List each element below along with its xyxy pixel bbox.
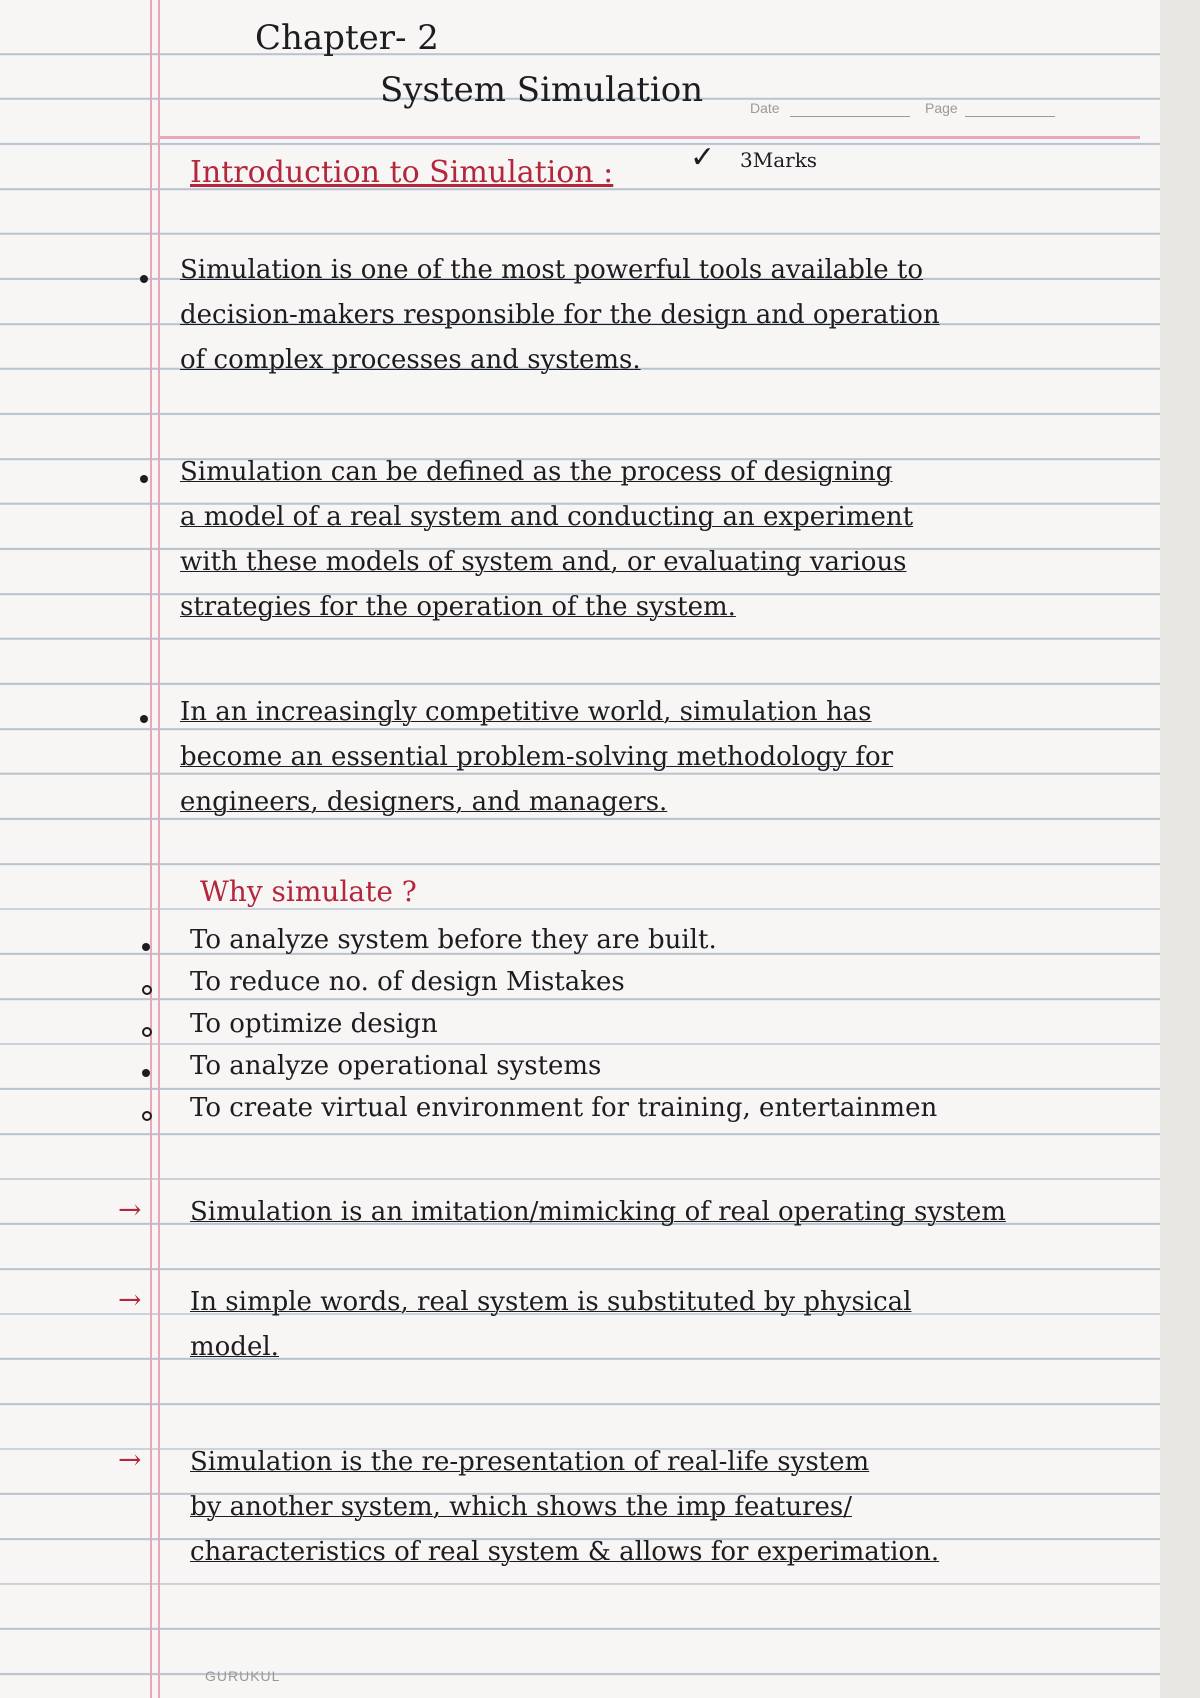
paragraph-line: with these models of system and, or evaluating various [180,547,907,577]
margin-line [158,0,160,1698]
bullet-dot [140,275,148,283]
page-line [965,116,1055,117]
note-paragraph [190,1190,1006,1235]
why-item: To analyze operational systems [190,1051,602,1081]
why-heading: Why simulate ? [200,875,417,908]
intro-heading: Introduction to Simulation : [190,155,614,190]
bullet-paragraph [180,690,893,825]
paragraph-line: In an increasingly competitive world, simulation has [180,697,872,727]
note-paragraph [190,1280,912,1370]
arrow-icon: → [118,1443,142,1476]
bullet-dot [142,943,150,951]
paragraph-line: Simulation is one of the most powerful tools available to [180,255,924,285]
margin-line [150,0,152,1698]
paragraph-line: engineers, designers, and managers. [180,787,668,817]
marks-note: 3Marks [740,148,818,172]
why-item: To reduce no. of design Mistakes [190,967,625,997]
date-label: Date [750,100,780,116]
bullet-paragraph [180,450,913,630]
header-rule [160,136,1140,139]
why-item: To optimize design [190,1009,438,1039]
notebook-brand: GURUKUL [205,1668,281,1684]
bullet-dot [142,1027,152,1037]
bullet-dot [142,985,152,995]
bullet-dot [142,1111,152,1121]
chapter-title: Chapter- 2 [255,18,439,58]
note-line: characteristics of real system & allows for experimation. [190,1537,940,1567]
note-line: Simulation is the re-presentation of real-life system [190,1447,870,1477]
paragraph-line: Simulation can be defined as the process of designing [180,457,893,487]
note-paragraph [190,1440,939,1575]
note-line: Simulation is an imitation/mimicking of real operating system [190,1197,1006,1227]
bullet-dot [140,715,148,723]
arrow-icon: → [118,1193,142,1226]
bullet-dot [140,475,148,483]
note-line: model. [190,1332,279,1362]
why-item: To create virtual environment for training, entertainmen [190,1093,938,1123]
paragraph-line: a model of a real system and conducting an experiment [180,502,914,532]
why-item: To analyze system before they are built. [190,925,717,955]
paragraph-line: decision-makers responsible for the design and operation [180,300,940,330]
date-line [790,116,910,117]
paragraph-line: strategies for the operation of the system. [180,592,736,622]
note-line: In simple words, real system is substituted by physical [190,1287,912,1317]
paragraph-line: of complex processes and systems. [180,345,641,375]
page-label: Page [925,100,958,116]
bullet-dot [142,1069,150,1077]
check-mark: ✓ [690,140,716,175]
paragraph-line: become an essential problem-solving methodology for [180,742,894,772]
bullet-paragraph [180,248,940,383]
chapter-subtitle: System Simulation [380,70,704,110]
arrow-icon: → [118,1283,142,1316]
note-line: by another system, which shows the imp features/ [190,1492,852,1522]
